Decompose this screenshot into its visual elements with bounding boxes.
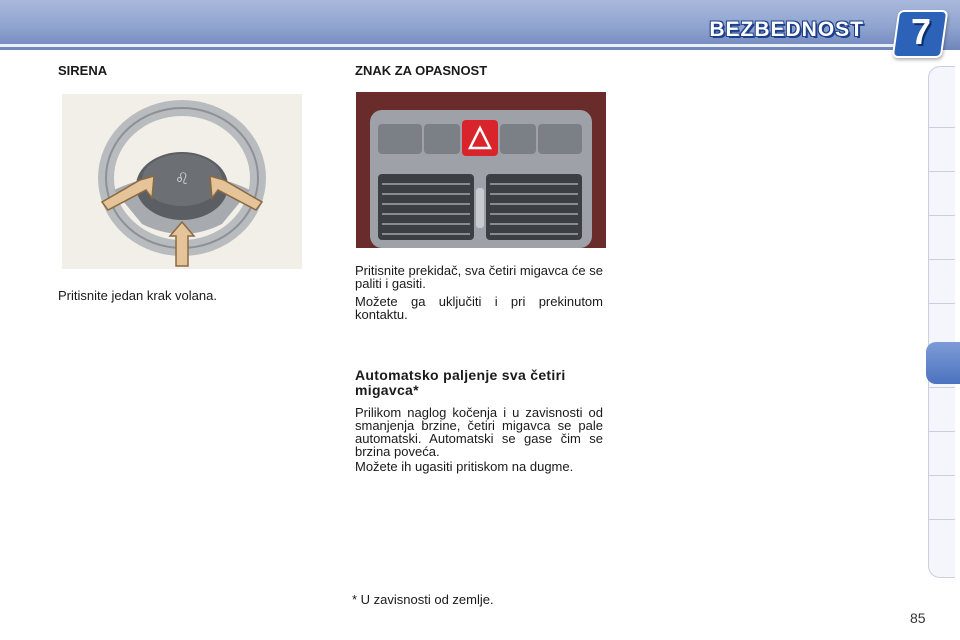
- hazard-paragraph-2: Možete ga uključiti i pri prekinutom kontaktu.: [355, 294, 603, 322]
- chapter-tab[interactable]: [929, 475, 955, 476]
- horn-caption: Pritisnite jedan krak volana.: [58, 288, 217, 303]
- chapter-tab[interactable]: [929, 303, 955, 304]
- hazard-dashboard-image: [356, 92, 606, 248]
- chapter-tab[interactable]: [929, 171, 955, 172]
- chapter-tab[interactable]: [929, 259, 955, 260]
- steering-wheel-image: [62, 94, 302, 269]
- auto-hazard-heading: Automatsko paljenje sva četiri migavca*: [355, 367, 566, 398]
- chapter-tab[interactable]: [929, 127, 955, 128]
- hazard-paragraph-1: Pritisnite prekidač, sva četiri migavca će se paliti i gasiti.: [355, 263, 603, 291]
- auto-hazard-paragraph-2: Možete ih ugasiti pritiskom na dugme.: [355, 459, 574, 474]
- chapter-tab[interactable]: [929, 431, 955, 432]
- steering-wheel-icon: [62, 94, 302, 269]
- svg-text:♌: ♌: [174, 169, 190, 188]
- hazard-switch-icon: [356, 92, 606, 248]
- chapter-number: 7: [910, 11, 932, 52]
- chapter-tab[interactable]: [929, 519, 955, 520]
- footnote: * U zavisnosti od zemlje.: [352, 592, 494, 607]
- horn-heading: SIRENA: [58, 63, 108, 78]
- auto-hazard-paragraph-1: Prilikom naglog kočenja i u zavisnosti od smanjenja brzine, četiri migavca se pale automatski. Automatski se gase čim se brzina poveća.: [355, 405, 603, 459]
- chapter-tabs: [928, 66, 955, 578]
- page-number: 85: [910, 610, 926, 626]
- chapter-tab[interactable]: [929, 215, 955, 216]
- chapter-tab[interactable]: [929, 387, 955, 388]
- header-divider: [0, 44, 900, 47]
- chapter-tab-active[interactable]: [926, 342, 960, 384]
- chapter-title: BEZBEDNOST: [709, 18, 864, 41]
- hazard-heading: ZNAK ZA OPASNOST: [355, 63, 488, 78]
